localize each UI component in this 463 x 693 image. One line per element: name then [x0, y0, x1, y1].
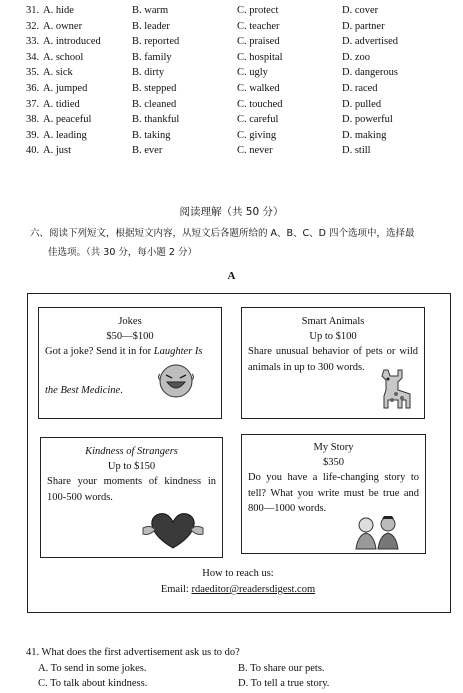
option-b[interactable]: B. warm — [132, 5, 169, 16]
choice-a[interactable]: A. To send in some jokes. — [38, 662, 147, 674]
ad-jokes-body-text: Got a joke? Send it in for — [45, 346, 154, 357]
ad-smart-title: Smart Animals — [301, 316, 365, 327]
option-row — [26, 50, 456, 66]
option-d[interactable]: D. powerful — [342, 114, 393, 126]
option-d[interactable]: D. partner — [342, 20, 385, 32]
contact-info — [27, 566, 449, 598]
option-a[interactable]: A. tidied — [43, 98, 80, 110]
option-b[interactable]: B. thankful — [132, 114, 180, 126]
ad-jokes-period: . — [120, 384, 123, 396]
ad-smart-price: Up to $100 — [309, 331, 357, 342]
ad-kindness-title — [41, 444, 222, 459]
ad-jokes-body-title: Laughter Is — [153, 346, 203, 357]
option-d[interactable]: D. advertised — [342, 36, 398, 48]
ad-story-price: $350 — [323, 457, 344, 468]
option-row — [26, 143, 456, 159]
question-number: 35. — [26, 67, 40, 79]
option-d[interactable]: D. zoo — [342, 51, 370, 63]
ad-jokes-title: Jokes — [118, 316, 142, 327]
option-row — [26, 81, 456, 97]
passage-label: A — [227, 270, 236, 282]
ad-smart-animals — [241, 307, 425, 419]
option-c[interactable]: C. walked — [237, 82, 280, 94]
option-b[interactable]: B. reported — [132, 36, 180, 48]
ad-jokes-body — [39, 344, 221, 360]
question-number: 38. — [26, 114, 40, 126]
option-c[interactable]: C. careful — [237, 114, 279, 126]
section-title: 阅读理解（共 50 分） — [179, 206, 284, 218]
option-c[interactable]: C. ugly — [237, 67, 268, 79]
option-grid — [26, 3, 456, 159]
option-a[interactable]: A. hide — [43, 5, 74, 16]
option-d[interactable]: D. making — [342, 129, 387, 141]
option-c[interactable]: C. protect — [237, 5, 279, 16]
reach-label: How to reach us: — [202, 568, 274, 579]
option-c[interactable]: C. giving — [237, 129, 277, 141]
option-a[interactable]: A. leading — [43, 129, 87, 141]
ad-jokes — [38, 307, 222, 419]
question-number: 39. — [26, 129, 40, 141]
option-row — [26, 19, 456, 35]
option-c[interactable]: C. hospital — [237, 51, 283, 63]
option-row — [26, 3, 456, 19]
option-a[interactable]: A. school — [43, 51, 84, 63]
heart-icon — [139, 508, 207, 552]
question-41 — [26, 645, 456, 692]
question-number: 34. — [26, 51, 40, 63]
storytellers-icon — [352, 515, 404, 551]
option-d[interactable]: D. dangerous — [342, 67, 398, 79]
option-c[interactable]: C. never — [237, 145, 273, 157]
ad-story-title: My Story — [313, 442, 354, 453]
ad-jokes-price: $50—$100 — [106, 331, 154, 342]
option-row — [26, 128, 456, 144]
choice-c[interactable]: C. To talk about kindness. — [38, 678, 148, 689]
option-row — [26, 112, 456, 128]
option-b[interactable]: B. stepped — [132, 82, 177, 94]
option-b[interactable]: B. family — [132, 51, 172, 63]
question-number: 36. — [26, 82, 40, 94]
choice-d[interactable]: D. To tell a true story. — [238, 678, 330, 689]
ad-jokes-body-title-end: the Best Medicine — [45, 384, 121, 396]
laughing-face-icon — [157, 362, 195, 400]
giraffe-icon — [370, 366, 418, 416]
option-a[interactable]: A. introduced — [43, 36, 101, 48]
choice-b[interactable]: B. To share our pets. — [238, 662, 325, 674]
email-line — [27, 582, 449, 598]
question-number: 32. — [26, 20, 40, 32]
option-b[interactable]: B. cleaned — [132, 98, 177, 110]
instruction-line-1: 六、阅读下列短文，根据短文内容，从短文后各题所给的 A、B、C、D 四个选项中，选择最 — [30, 228, 415, 239]
option-c[interactable]: C. praised — [237, 36, 280, 48]
question-number: 33. — [26, 36, 40, 48]
option-b[interactable]: B. dirty — [132, 67, 165, 79]
question-number: 40. — [26, 145, 40, 157]
instructions — [30, 224, 450, 262]
option-d[interactable]: D. pulled — [342, 98, 382, 110]
option-a[interactable]: A. peaceful — [43, 114, 92, 126]
ad-story-body: Do you have a life-changing story to tell? What you write must be true and 800—1000 words. — [248, 472, 419, 514]
question-choices — [26, 661, 456, 692]
option-b[interactable]: B. taking — [132, 129, 171, 141]
option-a[interactable]: A. jumped — [43, 82, 88, 94]
option-d[interactable]: D. still — [342, 145, 371, 157]
option-row — [26, 65, 456, 81]
option-row — [26, 34, 456, 50]
email-prefix: Email: — [160, 584, 192, 595]
option-a[interactable]: A. sick — [43, 67, 73, 79]
instruction-line-2: 佳选项。（共 30 分，每小题 2 分） — [48, 247, 197, 258]
ad-kindness — [40, 437, 223, 558]
option-b[interactable]: B. ever — [132, 145, 163, 157]
option-c[interactable]: C. teacher — [237, 20, 280, 32]
question-stem: 41. What does the first advertisement ask us to do? — [26, 647, 240, 658]
email-link[interactable]: rdaeditor@readersdigest.com — [191, 584, 316, 595]
option-a[interactable]: A. owner — [43, 20, 83, 32]
ad-kindness-title-text: Kindness of Strangers — [85, 446, 178, 457]
ad-kindness-price: Up to $150 — [107, 461, 156, 472]
question-number: 31. — [26, 5, 40, 16]
option-d[interactable]: D. cover — [342, 5, 379, 16]
option-d[interactable]: D. raced — [342, 82, 378, 94]
ad-smart-body: Share unusual behavior of pets or wild animals in up to 300 words. — [248, 346, 418, 373]
option-row — [26, 97, 456, 113]
option-a[interactable]: A. just — [43, 145, 72, 157]
ad-kindness-body: Share your moments of kindness in 100-500 words. — [47, 476, 216, 503]
option-b[interactable]: B. leader — [132, 20, 170, 32]
option-c[interactable]: C. touched — [237, 98, 283, 110]
question-number: 37. — [26, 98, 40, 110]
ad-my-story — [241, 434, 426, 554]
